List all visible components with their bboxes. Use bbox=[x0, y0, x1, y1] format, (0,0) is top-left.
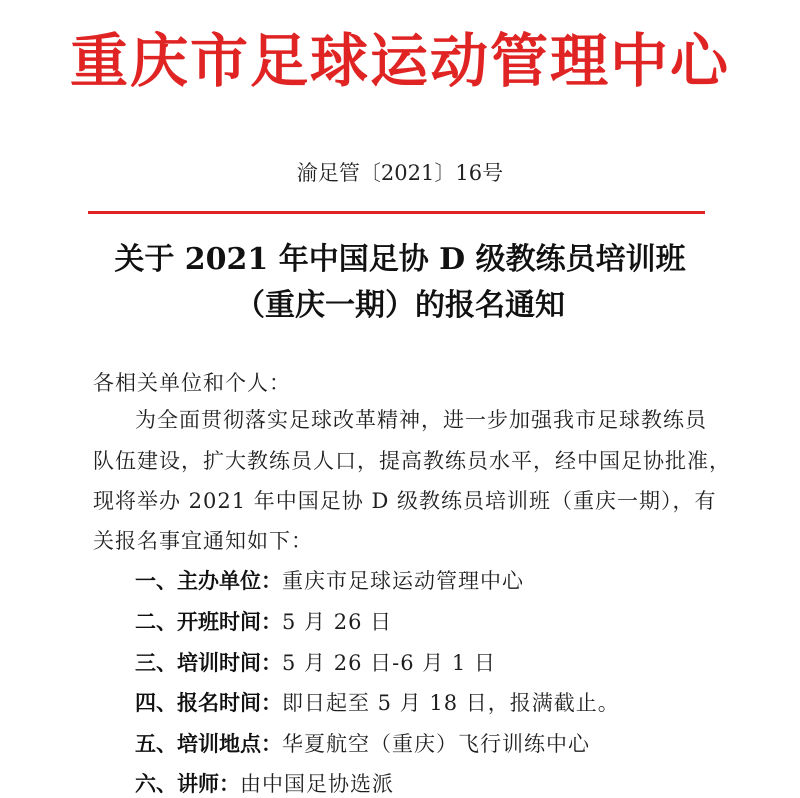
list-item-lecturer bbox=[135, 768, 394, 798]
notice-title-line-2: （重庆一期）的报名通知 bbox=[235, 288, 565, 323]
item-label: 三、培训时间： bbox=[135, 651, 282, 675]
item-label: 五、培训地点： bbox=[135, 732, 282, 756]
red-divider-line bbox=[88, 211, 705, 214]
list-item-training-time bbox=[135, 647, 496, 677]
document-number: 渝足管〔2021〕16号 bbox=[296, 161, 504, 185]
salutation: 各相关单位和个人： bbox=[93, 371, 291, 395]
item-label: 四、报名时间： bbox=[135, 691, 282, 715]
item-value: 重庆市足球运动管理中心 bbox=[282, 569, 524, 593]
org-header-title: 重庆市足球运动管理中心 bbox=[69, 27, 730, 95]
item-value: 华夏航空（重庆）飞行训练中心 bbox=[282, 732, 590, 756]
list-item-organizer bbox=[135, 565, 524, 595]
paragraph-line-3: 现将举办 2021 年中国足协 D 级教练员培训班（重庆一期），有 bbox=[93, 489, 717, 513]
item-value: 即日起至 5 月 18 日，报满截止。 bbox=[282, 691, 620, 715]
item-value: 5 月 26 日-6 月 1 日 bbox=[282, 651, 496, 675]
list-item-registration-time bbox=[135, 687, 620, 717]
item-label: 六、讲师： bbox=[135, 772, 240, 796]
item-label: 二、开班时间： bbox=[135, 610, 282, 634]
paragraph-line-2: 队伍建设，扩大教练员人口，提高教练员水平，经中国足协批准， bbox=[93, 449, 731, 473]
paragraph-line-1-text: 为全面贯彻落实足球改革精神，进一步加强我市足球教练员 bbox=[135, 408, 707, 432]
paragraph-line-1 bbox=[93, 404, 707, 434]
item-value: 5 月 26 日 bbox=[282, 610, 393, 634]
item-label: 一、主办单位： bbox=[135, 569, 282, 593]
item-value: 由中国足协选派 bbox=[240, 772, 394, 796]
notice-title-line-1: 关于 2021 年中国足协 D 级教练员培训班 bbox=[114, 242, 686, 277]
paragraph-line-4: 关报名事宜通知如下： bbox=[93, 529, 313, 553]
list-item-training-location bbox=[135, 728, 590, 758]
list-item-opening-time bbox=[135, 606, 392, 636]
